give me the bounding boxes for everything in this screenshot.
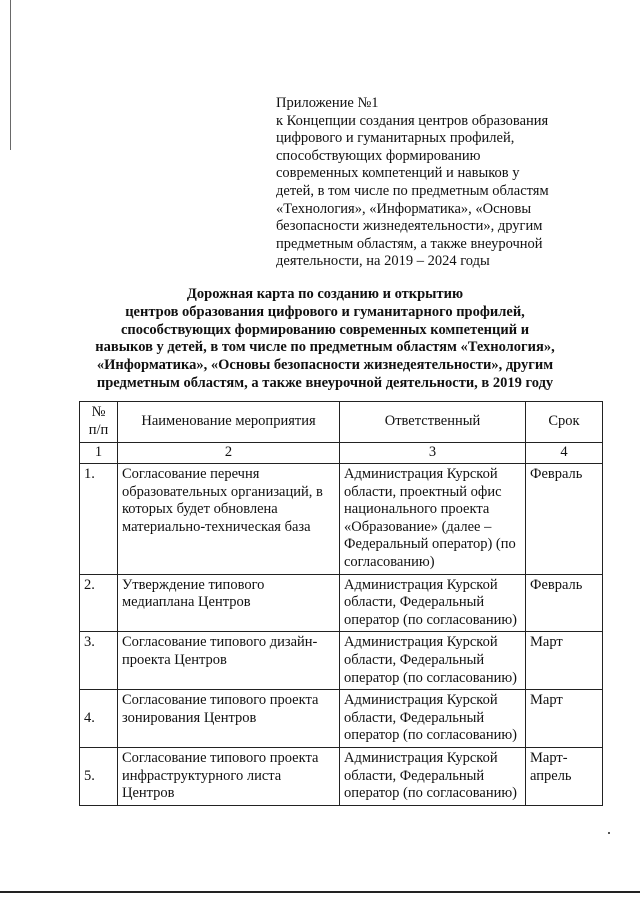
row-responsible-line: Администрация Курской (344, 692, 498, 709)
header-num-cell (80, 402, 118, 443)
table-row (80, 574, 603, 632)
row-responsible-line: Администрация Курской (344, 634, 498, 651)
row-name-line: зонирования Центров (122, 709, 257, 726)
row-responsible-line: Администрация Курской (344, 749, 498, 766)
heading-line: способствующих формированию современных компетенций и (120, 321, 530, 338)
row-deadline-line: Март- (530, 749, 568, 766)
row-deadline-cell (526, 632, 603, 690)
column-numbers-row (80, 443, 603, 464)
table-row (80, 690, 603, 748)
row-number: 3. (80, 632, 118, 690)
header-num-symbol: № (91, 404, 106, 421)
column-number: 2 (118, 443, 340, 464)
row-responsible-cell (340, 747, 526, 805)
row-deadline-cell (526, 690, 603, 748)
row-responsible-line: оператор (по согласованию) (344, 669, 518, 686)
roadmap-table (79, 401, 603, 806)
row-name-line: Центров (122, 785, 175, 802)
row-responsible-cell (340, 690, 526, 748)
heading-line: Дорожная карта по созданию и открытию (186, 286, 464, 302)
column-number: 4 (526, 443, 603, 464)
header-num-abbr: п/п (88, 422, 109, 438)
appendix-line: деятельности, на 2019 – 2024 годы (276, 253, 490, 270)
appendix-line: способствующих формированию (276, 147, 481, 164)
scan-speck (608, 832, 610, 834)
appendix-line: современных компетенций и навыков у (276, 165, 520, 182)
row-responsible-line: области, проектный офис (344, 483, 502, 500)
row-responsible-line: области, Федеральный (344, 767, 485, 784)
heading-line: навыков у детей, в том числе по предметным областям «Технология», (95, 339, 555, 356)
column-number: 1 (80, 443, 118, 464)
appendix-line: безопасности жизнедеятельности», другим (276, 218, 543, 235)
row-number: 4. (80, 690, 118, 748)
document-heading (60, 286, 590, 393)
row-deadline-cell (526, 747, 603, 805)
row-number: 5. (80, 747, 118, 805)
table-row (80, 632, 603, 690)
scan-edge-left (10, 0, 11, 150)
appendix-note (276, 95, 576, 271)
row-name-line: материально-техническая база (122, 518, 311, 535)
row-deadline-line: Март (530, 692, 563, 709)
row-responsible-cell (340, 574, 526, 632)
row-responsible-line: Администрация Курской (344, 576, 498, 593)
row-number: 1. (80, 464, 118, 575)
row-responsible-line: Федеральный оператор) (по (344, 536, 516, 553)
appendix-line: детей, в том числе по предметным областям (276, 182, 549, 199)
row-responsible-line: национального проекта (344, 501, 490, 518)
appendix-line: предметным областям, а также внеурочной (276, 235, 543, 252)
row-responsible-line: оператор (по согласованию) (344, 785, 518, 802)
row-name-line: Согласование типового дизайн- (122, 634, 318, 651)
row-name-line: Утверждение типового (122, 576, 265, 593)
header-name-cell: Наименование мероприятия (118, 402, 340, 443)
row-responsible-line: Администрация Курской (344, 466, 498, 482)
heading-line: «Информатика», «Основы безопасности жизнедеятельности», другим (96, 357, 554, 374)
row-name-line: Согласование перечня (122, 466, 260, 482)
row-responsible-line: области, Федеральный (344, 709, 485, 726)
row-name-cell (118, 574, 340, 632)
row-deadline-line: апрель (530, 767, 572, 784)
row-responsible-line: оператор (по согласованию) (344, 727, 518, 744)
appendix-line: к Концепции создания центров образования (276, 112, 549, 129)
row-responsible-line: согласованию) (344, 553, 435, 570)
row-deadline-line: Февраль (530, 576, 583, 593)
header-deadline-cell: Срок (526, 402, 603, 443)
row-responsible-line: области, Федеральный (344, 651, 485, 668)
table-header-row (80, 402, 603, 443)
row-name-line: проекта Центров (122, 651, 227, 668)
column-number: 3 (340, 443, 526, 464)
row-number: 2. (80, 574, 118, 632)
row-responsible-line: оператор (по согласованию) (344, 611, 518, 628)
row-responsible-line: области, Федеральный (344, 594, 485, 611)
row-name-line: инфраструктурного листа (122, 767, 282, 784)
row-responsible-line: «Образование» (далее – (344, 518, 492, 535)
row-name-cell (118, 690, 340, 748)
row-deadline-cell (526, 574, 603, 632)
appendix-line: цифрового и гуманитарных профилей, (276, 130, 515, 147)
scan-edge-bottom (0, 891, 640, 893)
row-name-line: образовательных организаций, в (122, 483, 323, 500)
heading-line: центров образования цифрового и гуманитарного профилей, (125, 303, 525, 320)
row-name-line: Согласование типового проекта (122, 749, 319, 766)
row-name-cell (118, 747, 340, 805)
header-responsible-cell: Ответственный (340, 402, 526, 443)
appendix-line: «Технология», «Информатика», «Основы (276, 200, 532, 217)
row-deadline-cell (526, 464, 603, 575)
row-name-cell (118, 632, 340, 690)
table-row (80, 747, 603, 805)
table-row (80, 464, 603, 575)
row-name-line: медиаплана Центров (122, 594, 251, 611)
heading-line: предметным областям, а также внеурочной деятельности, в 2019 году (96, 374, 554, 391)
appendix-title: Приложение №1 (276, 95, 379, 111)
row-name-line: которых будет обновлена (122, 501, 278, 518)
row-deadline-line: Март (530, 634, 563, 651)
row-name-line: Согласование типового проекта (122, 692, 319, 709)
row-responsible-cell (340, 464, 526, 575)
row-name-cell (118, 464, 340, 575)
row-responsible-cell (340, 632, 526, 690)
row-deadline-line: Февраль (530, 466, 583, 482)
